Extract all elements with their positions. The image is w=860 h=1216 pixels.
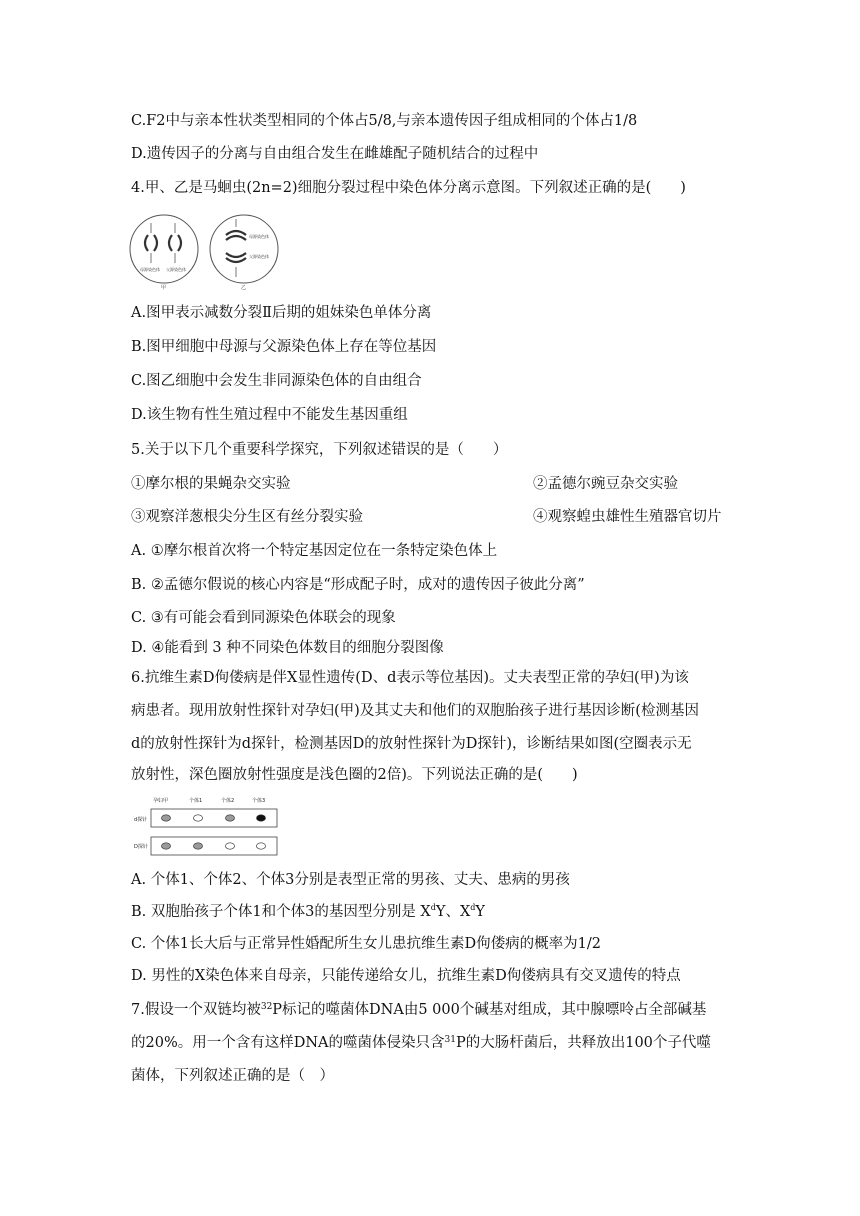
q4-option-b: B.图甲细胞中母源与父源染色体上存在等位基因 — [131, 339, 437, 355]
d-probe-dot-3 — [226, 815, 235, 821]
D-probe-dot-4 — [257, 843, 266, 849]
q4-option-c: C.图乙细胞中会发生非同源染色体的自由组合 — [131, 373, 422, 389]
d-probe-dot-1 — [162, 815, 171, 821]
yi-bottom-label: 父源染色体 — [249, 254, 269, 259]
q6-stem-line-3: d的放射性探针为d探针，检测基因D的放射性探针为D探针)，诊断结果如图(空圈表示无 — [131, 736, 692, 752]
q5-item-row-2 — [131, 507, 820, 527]
q3-option-c: C.F2中与亲本性状类型相同的个体占5/8,与亲本遗传因子组成相同的个体占1/8 — [131, 113, 638, 129]
q5-option-d: D. ④能看到 3 种不同染色体数目的细胞分裂图像 — [131, 640, 444, 656]
jia-right-label: 父源染色体 — [166, 267, 186, 272]
q6-stem-line-2: 病患者。现用放射性探针对孕妇(甲)及其丈夫和他们的双胞胎孩子进行基因诊断(检测基因 — [131, 703, 699, 719]
q6-stem-line-4: 放射性，深色圈放射性强度是浅色圈的2倍)。下列说法正确的是( ) — [131, 767, 578, 783]
q7-stem-line-3: 菌体，下列叙述正确的是（ ） — [131, 1068, 334, 1084]
d-probe-dot-2 — [194, 815, 203, 821]
yi-top-label: 母源染色体 — [249, 234, 269, 239]
q5-option-a: A. ①摩尔根首次将一个特定基因定位在一条特定染色体上 — [131, 543, 498, 559]
q4-option-d: D.该生物有性生殖过程中不能发生基因重组 — [131, 407, 408, 423]
header-individual-2: 个体2 — [221, 798, 235, 804]
q6-option-d: D. 男性的X染色体来自母亲，只能传递给女儿，抗维生素D佝偻病具有交叉遗传的特点 — [131, 968, 681, 984]
label-yi: 乙 — [241, 285, 247, 291]
label-jia: 甲 — [161, 285, 167, 291]
q4-figure — [128, 213, 288, 291]
D-probe-dot-2 — [194, 843, 203, 849]
q6-probe-figure — [131, 796, 281, 858]
q7-stem-line-2: 的20%。用一个含有这样DNA的噬菌体侵染只含$^{31}$P的大肠杆菌后，共释放出100个子代噬 — [131, 1035, 711, 1051]
q6-stem-line-1: 6.抗维生素D佝偻病是伴X显性遗传(D、d表示等位基因)。丈夫表型正常的孕妇(甲)为该 — [131, 670, 689, 686]
q5-item-row-1 — [131, 474, 820, 494]
d-probe-dot-4 — [257, 815, 266, 821]
q7-stem-line-1: 7.假设一个双链均被$^{32}$P标记的噬菌体DNA由5 000个碱基对组成，其中腺嘌呤占全部碱基 — [131, 1002, 707, 1018]
D-probe-dot-3 — [226, 843, 235, 849]
q4-option-a: A.图甲表示减数分裂Ⅱ后期的姐妹染色单体分离 — [131, 305, 432, 321]
q5-option-c: C. ③有可能会看到同源染色体联会的现象 — [131, 610, 396, 626]
q5-item-4: ④观察蝗虫雄性生殖器官切片 — [533, 509, 722, 525]
header-pregnant: 孕妇甲 — [153, 798, 169, 804]
header-individual-3: 个体3 — [252, 798, 266, 804]
q5-item-2: ②孟德尔豌豆杂交实验 — [533, 476, 678, 492]
row-label-D: D探针 — [134, 844, 148, 850]
D-probe-dot-1 — [162, 843, 171, 849]
q6-option-c: C. 个体1长大后与正常异性婚配所生女儿患抗维生素D佝偻病的概率为1/2 — [131, 936, 601, 952]
q5-option-b: B. ②孟德尔假说的核心内容是“形成配子时，成对的遗传因子彼此分离” — [131, 577, 585, 593]
q5-item-3: ③观察洋葱根尖分生区有丝分裂实验 — [131, 509, 363, 525]
row-label-d: d探针 — [134, 817, 148, 823]
q4-stem: 4.甲、乙是马蛔虫(2n=2)细胞分裂过程中染色体分离示意图。下列叙述正确的是( ) — [131, 180, 686, 196]
q3-option-d: D.遗传因子的分离与自由组合发生在雌雄配子随机结合的过程中 — [131, 146, 539, 162]
q5-item-1: ①摩尔根的果蝇杂交实验 — [131, 476, 291, 492]
q6-option-a: A. 个体1、个体2、个体3分别是表型正常的男孩、丈夫、患病的男孩 — [131, 872, 570, 888]
jia-left-label: 母源染色体 — [140, 267, 160, 272]
chromatid — [145, 235, 148, 251]
header-individual-1: 个体1 — [189, 798, 203, 804]
q6-option-b: B. 双胞胎孩子个体1和个体3的基因型分别是 $X^dY$、$X^dY$ — [131, 903, 485, 920]
q5-stem: 5.关于以下几个重要科学探究，下列叙述错误的是（ ） — [131, 442, 508, 458]
